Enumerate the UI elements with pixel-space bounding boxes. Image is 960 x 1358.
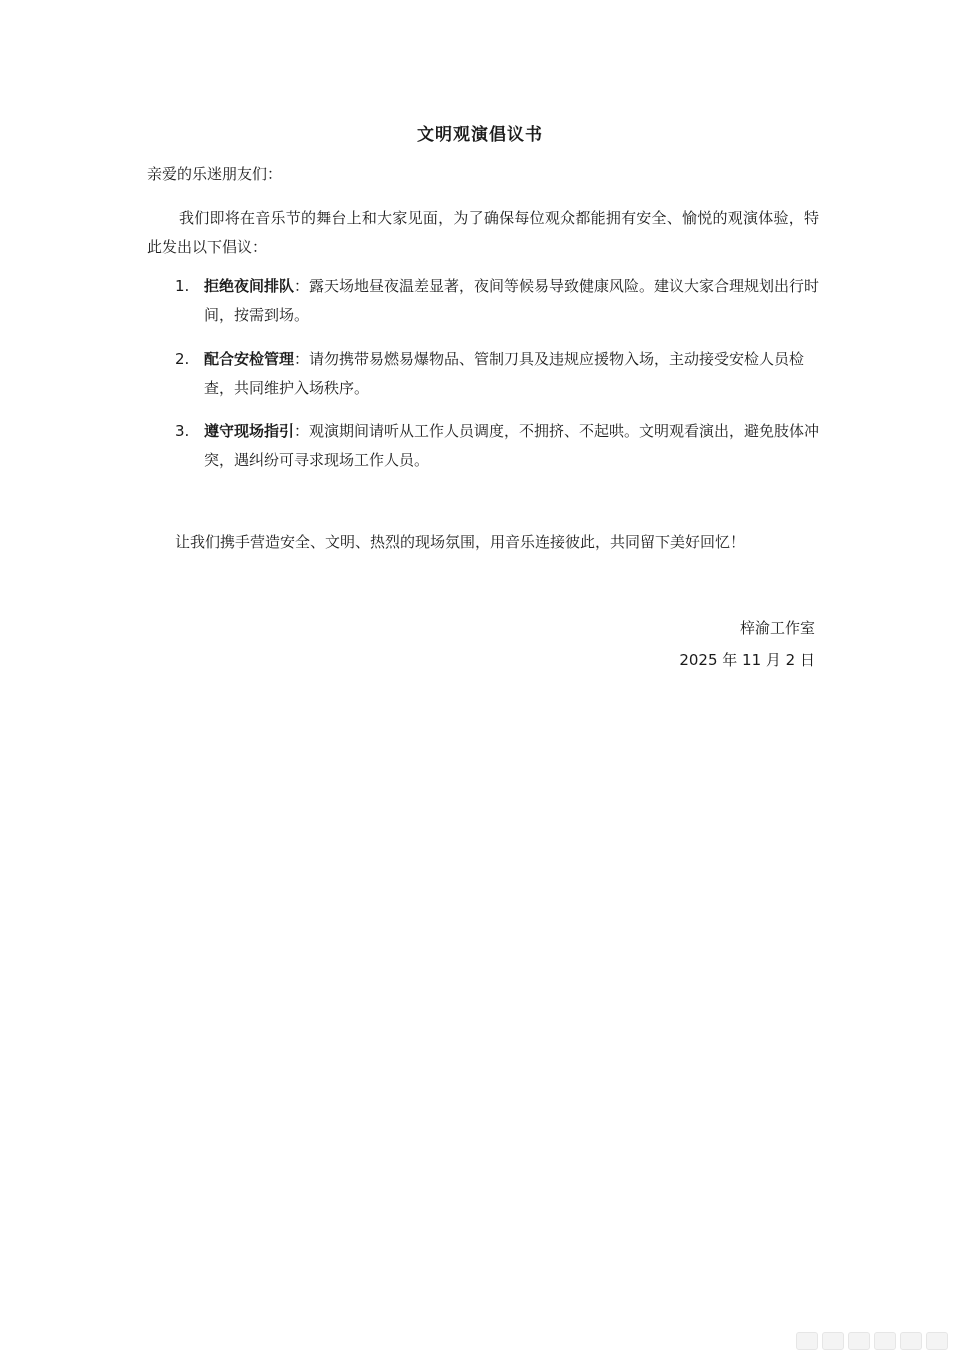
watermark-block-icon bbox=[822, 1332, 844, 1350]
document-title: 文明观演倡议书 bbox=[417, 125, 543, 145]
list-item-body bbox=[204, 272, 825, 330]
list-item-heading: 拒绝夜间排队 bbox=[204, 277, 295, 295]
list-item-separator: ： bbox=[294, 350, 310, 368]
greeting: 亲爱的乐迷朋友们： bbox=[147, 165, 283, 183]
watermark-block-icon bbox=[926, 1332, 948, 1350]
list-item-heading: 遵守现场指引 bbox=[204, 422, 295, 440]
list-item-separator: ： bbox=[294, 422, 310, 440]
list-item-separator: ： bbox=[294, 277, 310, 295]
watermark-block-icon bbox=[796, 1332, 818, 1350]
list-item-body bbox=[204, 417, 825, 475]
list-item-text: 露天场地昼夜温差显著，夜间等候易导致健康风险。建议大家合理规划出行时间，按需到场。 bbox=[204, 277, 820, 324]
list-item bbox=[175, 272, 825, 330]
intro-paragraph: 我们即将在音乐节的舞台上和大家见面，为了确保每位观众都能拥有安全、愉悦的观演体验，特此发出以下倡议： bbox=[147, 209, 819, 256]
list-item-text: 请勿携带易燃易爆物品、管制刀具及违规应援物入场，主动接受安检人员检查，共同维护入场秩序。 bbox=[204, 350, 805, 397]
list-item-heading: 配合安检管理 bbox=[204, 350, 295, 368]
list-item-number: 2. bbox=[175, 350, 190, 368]
list-item-number: 3. bbox=[175, 422, 190, 440]
list-item-body bbox=[204, 345, 825, 403]
signature-block bbox=[679, 612, 815, 676]
list-item bbox=[175, 417, 825, 475]
signature-date: 2025 年 11 月 2 日 bbox=[679, 651, 815, 669]
signature-organization: 梓渝工作室 bbox=[739, 619, 815, 637]
closing-paragraph: 让我们携手营造安全、文明、热烈的现场氛围，用音乐连接彼此，共同留下美好回忆！ bbox=[175, 533, 746, 551]
list-item bbox=[175, 345, 825, 403]
list-item-number: 1. bbox=[175, 277, 190, 295]
watermark-decoration bbox=[796, 1332, 948, 1350]
watermark-block-icon bbox=[900, 1332, 922, 1350]
watermark-block-icon bbox=[874, 1332, 896, 1350]
list-item-text: 观演期间请听从工作人员调度，不拥挤、不起哄。文明观看演出，避免肢体冲突，遇纠纷可寻求现场工作人员。 bbox=[204, 422, 820, 469]
watermark-block-icon bbox=[848, 1332, 870, 1350]
